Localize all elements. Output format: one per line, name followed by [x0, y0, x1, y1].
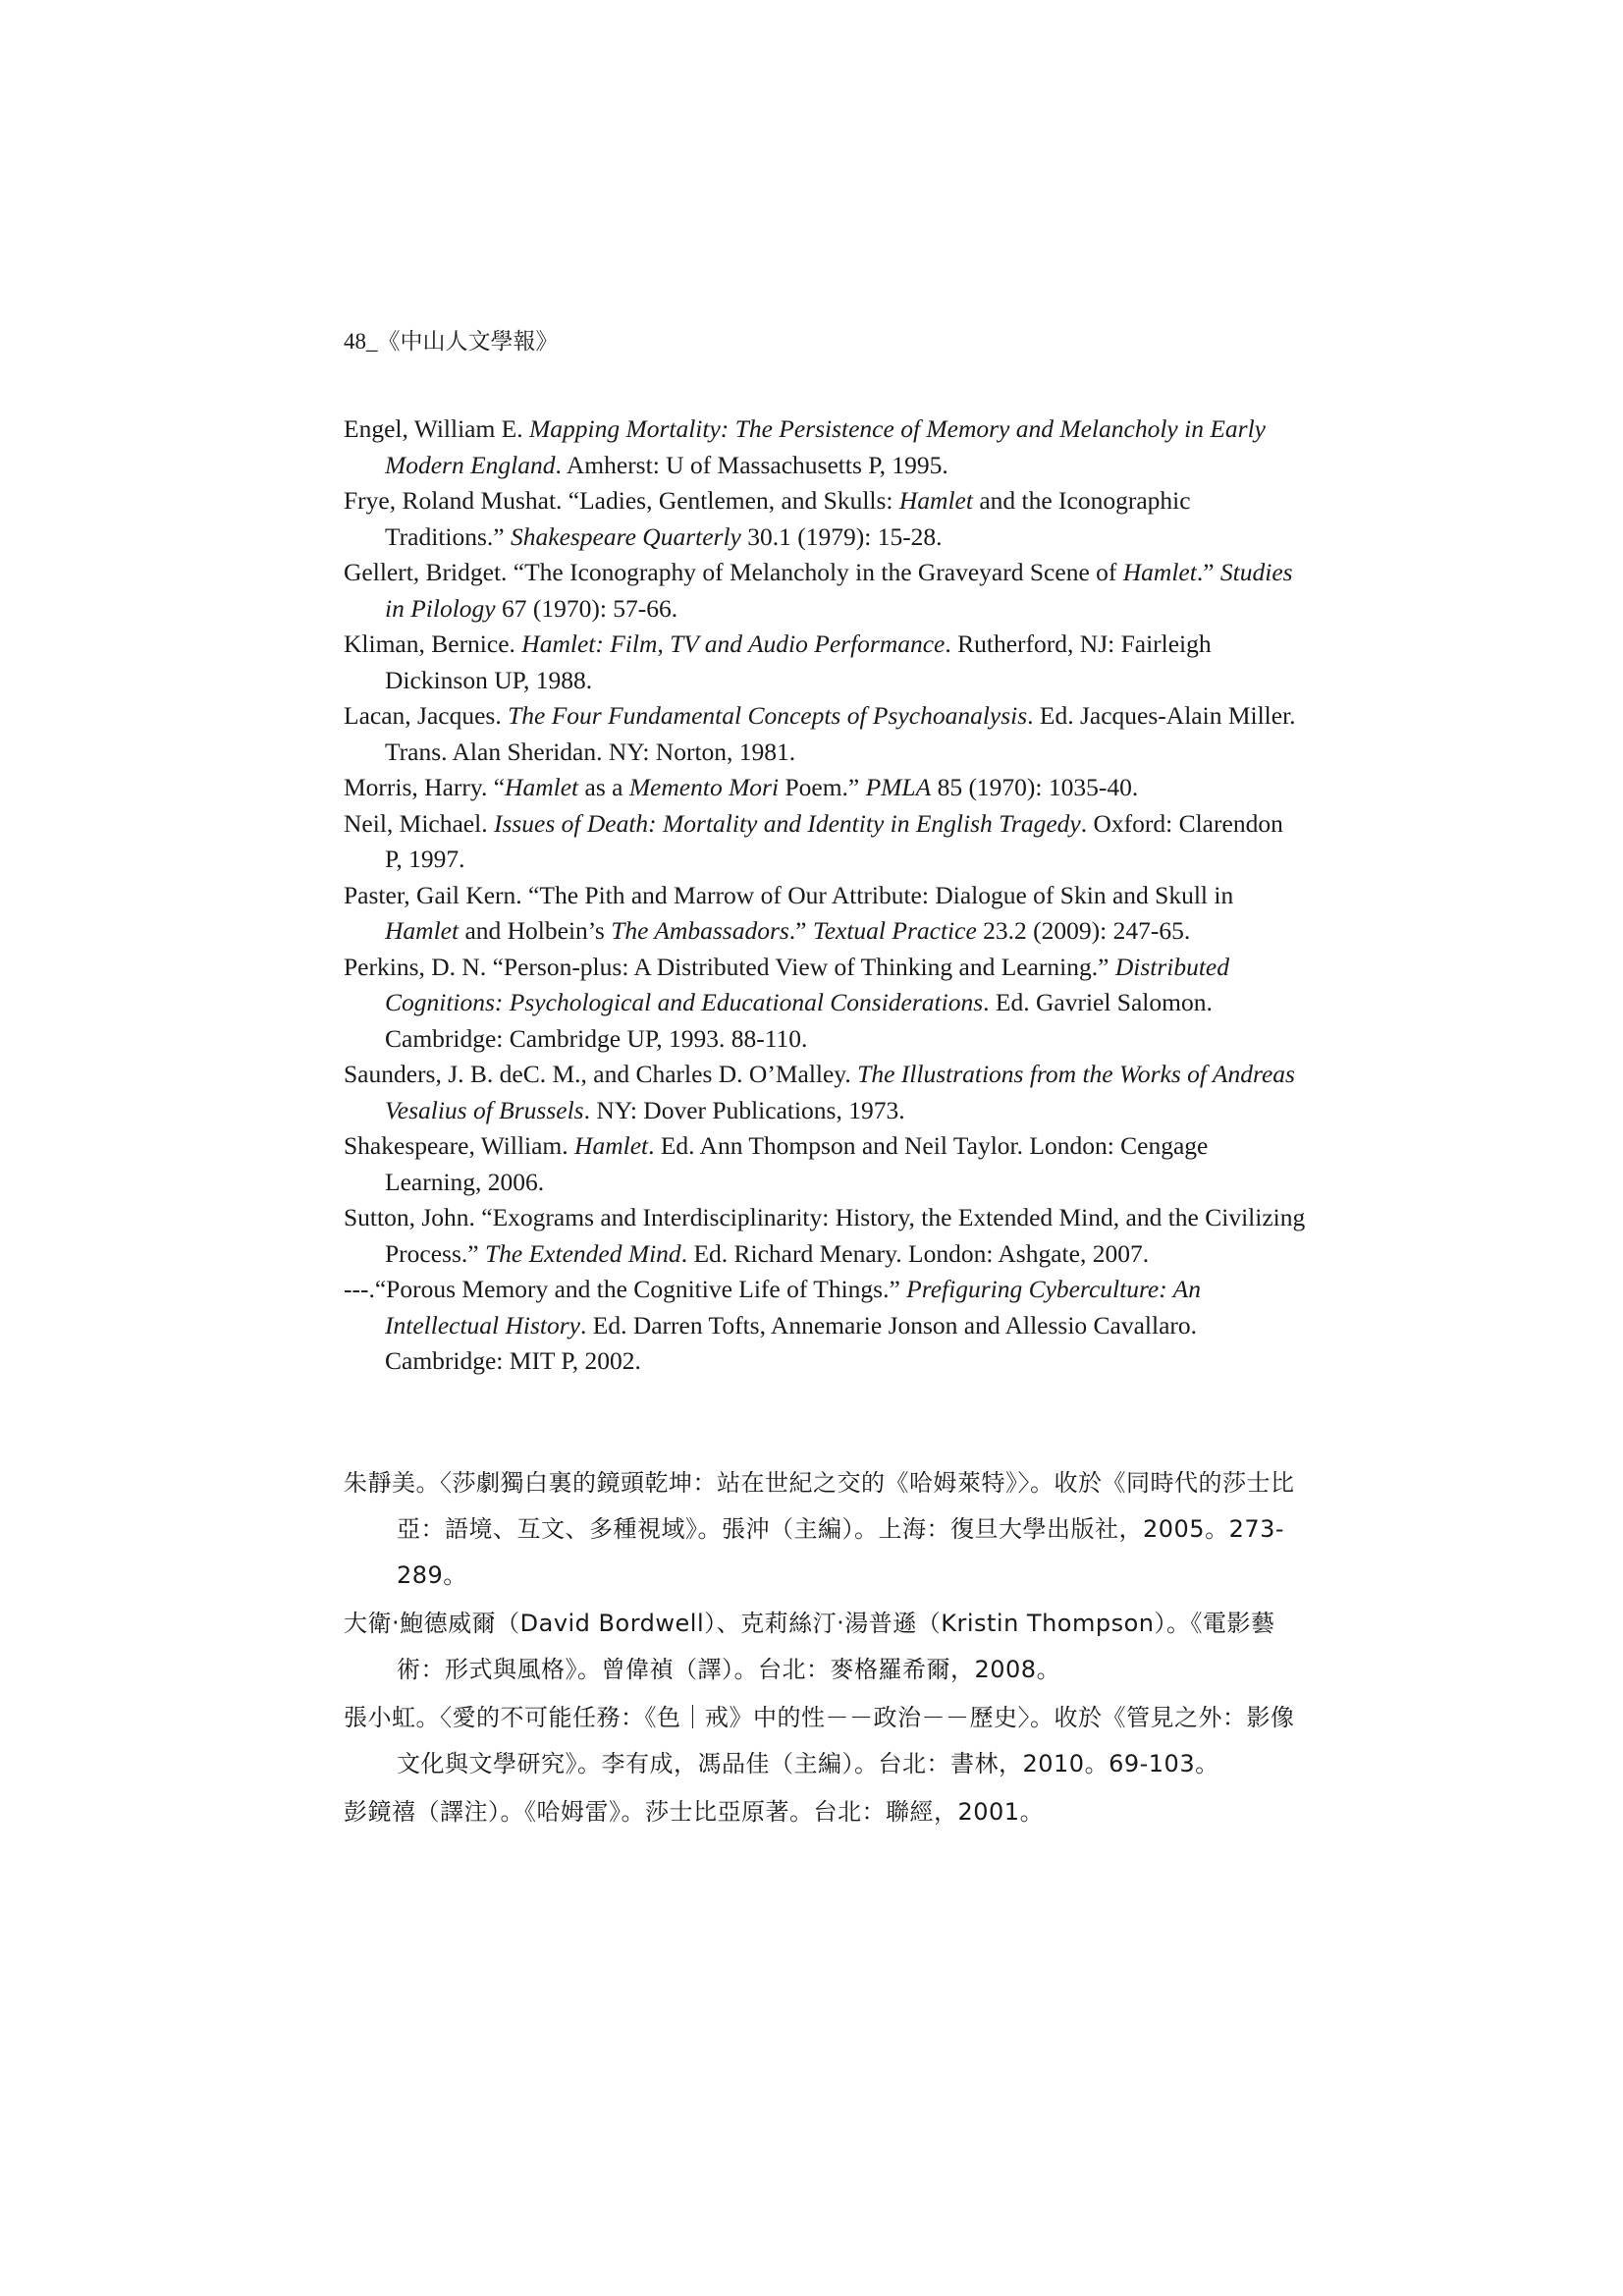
ref-text: 30.1 (1979): 15-28. [740, 521, 943, 551]
reference-entry [344, 698, 1306, 770]
ref-text: . Ed. Ann Thompson and Neil Taylor. London: Cengage Learning, 2006. [385, 1131, 1209, 1196]
ref-text: as a [578, 773, 629, 801]
ref-title: The Four Fundamental Concepts of Psychoanalysis [508, 701, 1028, 730]
ref-text: Paster, Gail Kern. “The Pith and Marrow of Our Attribute: Dialogue of Skin and Skull in [344, 880, 1234, 909]
ref-text: Kliman, Bernice. [344, 629, 522, 658]
ref-title: Textual Practice [812, 916, 977, 945]
ref-title: The Ambassadors [611, 916, 789, 945]
ref-text: and the Iconographic Traditions.” [385, 486, 1191, 551]
reference-entry [344, 555, 1306, 627]
ref-text: 85 (1970): 1035-40. [931, 773, 1139, 801]
ref-text: . Oxford: Clarendon P, 1997. [385, 808, 1283, 873]
ref-title: Issues of Death: Mortality and Identity in English Tragedy [493, 808, 1081, 838]
ref-text: .” [788, 916, 813, 945]
ref-text: Lacan, Jacques. [344, 701, 509, 730]
references-list [344, 411, 1306, 1380]
ref-title: Hamlet [898, 486, 973, 515]
reference-entry [344, 950, 1306, 1058]
ref-text: Poem.” [779, 773, 866, 801]
ref-text: and Holbein’s [459, 916, 612, 945]
reference-entry-chinese: 朱靜美。〈莎劇獨白裏的鏡頭乾坤：站在世紀之交的《哈姆萊特》〉。收於《同時代的莎士比亞：語境、互文、多種視域》。張沖（主編）。上海：復旦大學出版社，2005。273-289。 [344, 1469, 1295, 1589]
reference-entry [344, 1272, 1306, 1380]
ref-text: . Ed. Gavriel Salomon. Cambridge: Cambridge UP, 1993. 88-110. [385, 988, 1213, 1053]
reference-entry [344, 806, 1306, 878]
reference-entry [344, 878, 1306, 950]
ref-text: 67 (1970): 57-66. [495, 593, 678, 623]
ref-title: The Extended Mind [484, 1238, 681, 1268]
ref-text: . NY: Dover Publications, 1973. [583, 1095, 905, 1124]
ref-title: PMLA [865, 773, 932, 801]
reference-entry-chinese: 大衛‧鮑德威爾（David Bordwell）、克莉絲汀‧湯普遜（Kristin Thompson）。《電影藝術：形式與風格》。曾偉禎（譯）。台北：麥格羅希爾，2008。 [344, 1610, 1275, 1683]
ref-text: Saunders, J. B. deC. M., and Charles D. O’Malley. [344, 1060, 858, 1088]
reference-entry [344, 1057, 1306, 1128]
reference-entry [344, 770, 1306, 806]
ref-title: The Illustrations from the Works of Andreas Vesalius of Brussels [385, 1060, 1295, 1124]
reference-entry [344, 411, 1306, 483]
ref-title: Prefiguring Cyberculture: An Intellectual History [385, 1275, 1201, 1339]
ref-title: Hamlet [385, 916, 460, 945]
ref-text: Morris, Harry. “ [344, 773, 506, 801]
ref-text: 23.2 (2009): 247-65. [976, 916, 1191, 945]
running-head: 48_《中山人文學報》 [344, 329, 559, 354]
ref-text: Engel, William E. [344, 414, 530, 443]
ref-title: Memento Mori [628, 773, 780, 801]
ref-title: Distributed Cognitions: Psychological and Educational Considerations [385, 952, 1229, 1016]
reference-entry [344, 483, 1306, 555]
ref-text: . Ed. Jacques-Alain Miller. Trans. Alan Sheridan. NY: Norton, 1981. [385, 701, 1296, 766]
reference-entry-chinese: 張小虹。〈愛的不可能任務：《色｜戒》中的性－－政治－－歷史〉。收於《管見之外：影像文化與文學研究》。李有成，馮品佳（主編）。台北：書林，2010。69-103。 [344, 1704, 1295, 1777]
ref-text: . Amherst: U of Massachusetts P, 1995. [555, 450, 948, 479]
ref-title: Hamlet [1122, 558, 1197, 586]
ref-text: . Rutherford, NJ: Fairleigh Dickinson UP, 1988. [385, 629, 1212, 694]
ref-title: Hamlet [505, 773, 579, 801]
ref-text: Neil, Michael. [344, 808, 494, 838]
ref-title: Hamlet [574, 1131, 649, 1160]
ref-text: Perkins, D. N. “Person-plus: A Distributed View of Thinking and Learning.” [344, 952, 1115, 981]
ref-title: Hamlet: Film, TV and Audio Performance [521, 629, 946, 658]
reference-entry [344, 1200, 1306, 1272]
ref-text: Shakespeare, William. [344, 1131, 575, 1160]
ref-text: . Ed. Richard Menary. London: Ashgate, 2007. [680, 1238, 1150, 1268]
ref-text: ---.“Porous Memory and the Cognitive Life of Things.” [344, 1275, 907, 1303]
ref-text: Gellert, Bridget. “The Iconography of Melancholy in the Graveyard Scene of [344, 558, 1123, 586]
reference-entry-chinese: 彭鏡禧（譯注）。《哈姆雷》。莎士比亞原著。台北：聯經，2001。 [344, 1798, 1045, 1826]
ref-text: Sutton, John. “Exograms and Interdisciplinarity: History, the Extended Mind, and the Civilizing Process.” [344, 1203, 1306, 1268]
ref-title: Studies in Pilology [385, 558, 1293, 623]
ref-text: .” [1196, 558, 1220, 586]
ref-title: Shakespeare Quarterly [511, 521, 741, 551]
reference-entry [344, 627, 1306, 698]
ref-text: Frye, Roland Mushat. “Ladies, Gentlemen, and Skulls: [344, 486, 899, 515]
references-list-chinese [344, 1460, 1306, 1837]
reference-entry [344, 1128, 1306, 1200]
ref-title: Mapping Mortality: The Persistence of Memory and Melancholy in Early Modern England [385, 414, 1266, 479]
ref-text: . Ed. Darren Tofts, Annemarie Jonson and Allessio Cavallaro. Cambridge: MIT P, 2002. [385, 1310, 1198, 1375]
